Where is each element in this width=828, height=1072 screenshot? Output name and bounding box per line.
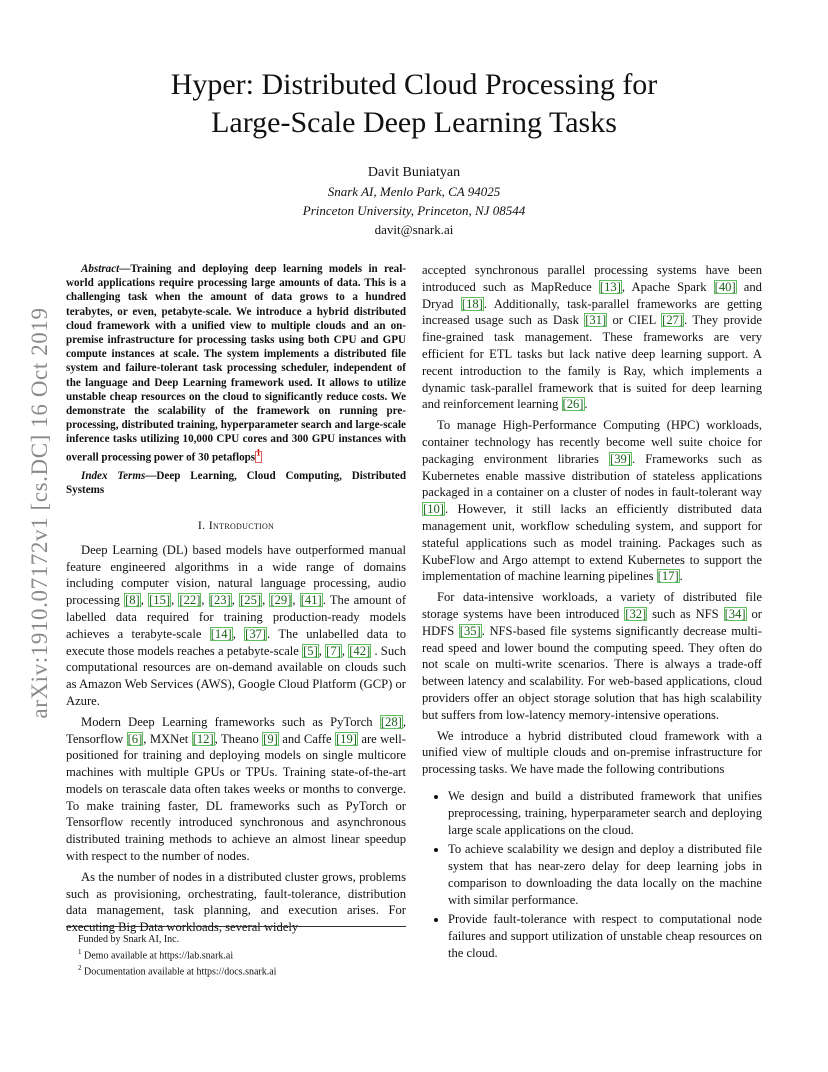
citation-link[interactable]: [7] xyxy=(326,643,341,658)
list-item: • Provide fault-tolerance with respect to computational node failures and support utilization of unstable cheap resources on the cloud. xyxy=(448,911,762,961)
citation-link[interactable]: [5] xyxy=(303,643,318,658)
funding-note: Funded by Snark AI, Inc. xyxy=(78,934,180,945)
author-affiliation-1: Snark AI, Menlo Park, CA 94025 xyxy=(327,184,501,199)
citation-link[interactable]: [18] xyxy=(461,296,483,311)
citation-link[interactable]: [14] xyxy=(210,626,232,641)
citation-link[interactable]: [10] xyxy=(423,502,444,517)
index-terms-text: —Deep Learning, Cloud Computing, Distributed Systems xyxy=(66,469,406,496)
citation-link[interactable]: [34] xyxy=(724,606,746,621)
author-name: Davit Buniatyan xyxy=(367,165,461,180)
footnotes xyxy=(66,926,406,979)
section-title: Introduction xyxy=(208,517,275,532)
left-column xyxy=(66,262,406,940)
list-item: • To achieve scalability we design and deploy a distributed file system that has near-zero delay for deep learning jobs in comparison to downloading the data locally on the machine with similar performance. xyxy=(448,841,762,908)
citation-link[interactable]: [9] xyxy=(263,731,278,746)
citation-link[interactable]: [41] xyxy=(300,593,322,608)
intro-paragraph-4: accepted synchronous parallel processing systems have been introduced such as MapReduce [13], Apache Spark [40] and Dryad [18]. Additionally, task-parallel frameworks are getting increased usage such as Dask [31] or CIEL [27]. They provide fine-grained task management. These frameworks are very efficient for ETL tasks but lack native deep learning support. A recent introduction to the family is Ray, which implements a dynamic task-parallel framework that is suited for deep learning and reinforcement learning [26]. xyxy=(422,263,762,412)
citation-link[interactable]: [19] xyxy=(335,731,357,746)
citation-link[interactable]: [22] xyxy=(179,593,201,608)
arxiv-id: arXiv:1910.07172v1 [cs.DC] 16 Oct 2019 xyxy=(27,306,52,719)
citation-link[interactable]: [13] xyxy=(599,279,621,294)
citation-link[interactable]: [23] xyxy=(209,593,231,608)
abstract-text: —Training and deploying deep learning models in real-world applications require processing large amounts of data. This is a challenging task when the amount of data grows to a hundred terabytes, or even, petabyte-scale. We introduce a hybrid distributed cloud framework with a unified view to multiple clouds and an on-premise infrastructure for processing tasks using both CPU and GPU compute instances at scale. The system implements a distributed file system and failure-tolerant task processing scheduler, independent of the language and Deep Learning framework used. It allows to utilize unstable cheap resources on the cloud to significantly reduce costs. We demonstrate the scalability of the framework on running pre-processing, distributed training, hyperparameter search and large-scale inference tasks utilizing 10,000 CPU cores and 300 GPU instances with overall processing power of 30 petaflops xyxy=(66,263,406,464)
right-column xyxy=(422,262,762,965)
citation-link[interactable]: [28] xyxy=(380,714,402,729)
citation-link[interactable]: [31] xyxy=(585,313,607,328)
citation-link[interactable]: [8] xyxy=(125,593,140,608)
index-terms-label: Index Terms xyxy=(81,469,146,482)
intro-paragraph-3: As the number of nodes in a distributed cluster grows, problems such as provisioning, orchestrating, fault-tolerance, distribution data management, task planning, and execution arises. For executing Big Data workloads, several widely xyxy=(66,869,406,935)
citation-link[interactable]: [12] xyxy=(192,731,214,746)
author-email: davit@snark.ai xyxy=(374,222,454,237)
contributions-list xyxy=(422,788,762,962)
citation-link[interactable]: [35] xyxy=(459,623,481,638)
citation-link[interactable]: [39] xyxy=(610,451,631,466)
list-item: • We design and build a distributed framework that unifies preprocessing, training, hyperparameter search and deploying large scale applications on the cloud. xyxy=(448,788,762,838)
footnote-1: $^1$ Demo available at https://lab.snark.ai xyxy=(78,948,234,962)
arxiv-sidebar-stamp xyxy=(22,290,58,735)
footnote-mark-link[interactable]: 1 xyxy=(255,451,262,463)
title-line-2: Large-Scale Deep Learning Tasks xyxy=(211,106,617,139)
title-line-1: Hyper: Distributed Cloud Processing for xyxy=(170,68,658,101)
intro-paragraph-6: For data-intensive workloads, a variety of distributed file storage systems have been introduced [32] such as NFS [34] or HDFS [35]. NFS-based file systems significantly decrease multi-read speed and lower bound the computing speed. They often do not scale on multi-write scenarios. There is always a trade-off between latency and scalability. For web-based applications, cloud providers offer an object storage solution that has high scalability but suffers from low-latency memory-intensive operations. xyxy=(422,590,762,722)
citation-link[interactable]: [17] xyxy=(657,569,679,584)
abstract-label: Abstract xyxy=(81,263,120,275)
citation-link[interactable]: [32] xyxy=(625,606,647,621)
citation-link[interactable]: [25] xyxy=(240,593,262,608)
intro-paragraph-5: To manage High-Performance Computing (HPC) workloads, container technology has recently become well suite choice for packaging environment libraries [39]. Frameworks such as Kubernetes enable massive distribution of stateless applications packaged in a container on a cluster of nodes in fault-tolerant way [10]. However, it still lacks an efficiently distributed data management unit, workflow scheduling system, and support for stateful applications such as model training. Packages such as KubeFlow and Argo attempt to extend Kubernetes to support the implementation of machine learning pipelines [17]. xyxy=(422,418,762,584)
section-heading xyxy=(66,517,406,534)
citation-link[interactable]: [37] xyxy=(245,626,267,641)
citation-link[interactable]: [6] xyxy=(127,731,143,746)
author-block xyxy=(80,163,748,239)
paper-title xyxy=(80,66,748,142)
intro-paragraph-2: Modern Deep Learning frameworks such as PyTorch [28], Tensorflow [6], MXNet [12], Theano [9] and Caffe [19] are well-positioned for training and deploying models on single multicore machines with multiple GPUs or TPUs. Training state-of-the-art models on terascale data often takes weeks or months to converge. To make training faster, DL frameworks such as PyTorch or Tensorflow recently introduced synchronous and asynchronous distributed training methods to achieve an almost linear speedup with respect to the number of nodes. xyxy=(66,714,406,864)
intro-paragraph-7: We introduce a hybrid distributed cloud framework with a unified view of multiple clouds and on-premise infrastructure for processing tasks. We have made the following contributions xyxy=(422,728,762,777)
section-number: I. xyxy=(197,517,209,532)
author-affiliation-2: Princeton University, Princeton, NJ 08544 xyxy=(302,203,526,218)
footnote-2: $^2$ Documentation available at https://docs.snark.ai xyxy=(78,964,277,978)
citation-link[interactable]: [27] xyxy=(662,313,684,328)
index-terms xyxy=(66,469,406,497)
citation-link[interactable]: [40] xyxy=(714,279,736,294)
citation-link[interactable]: [29] xyxy=(270,593,292,608)
intro-paragraph-1: Deep Learning (DL) based models have outperformed manual feature engineered algorithms in a wide range of domains including computer vision, natural language processing, audio processing [8], [15], [22], [23], [25], [29], [41]. The amount of labelled data required for training production-ready models achieves a terabyte-scale [14], [37]. The unlabelled data to execute those models reaches a petabyte-scale [5], [7], [42] . Such computational resources are on-demand available on clouds such as Amazon Web Services (AWS), Google Cloud Platform (GCP) or Azure. xyxy=(66,542,407,708)
citation-link[interactable]: [15] xyxy=(149,593,171,608)
citation-link[interactable]: [26] xyxy=(562,397,584,412)
abstract xyxy=(66,262,406,465)
citation-link[interactable]: [42] xyxy=(349,643,371,658)
